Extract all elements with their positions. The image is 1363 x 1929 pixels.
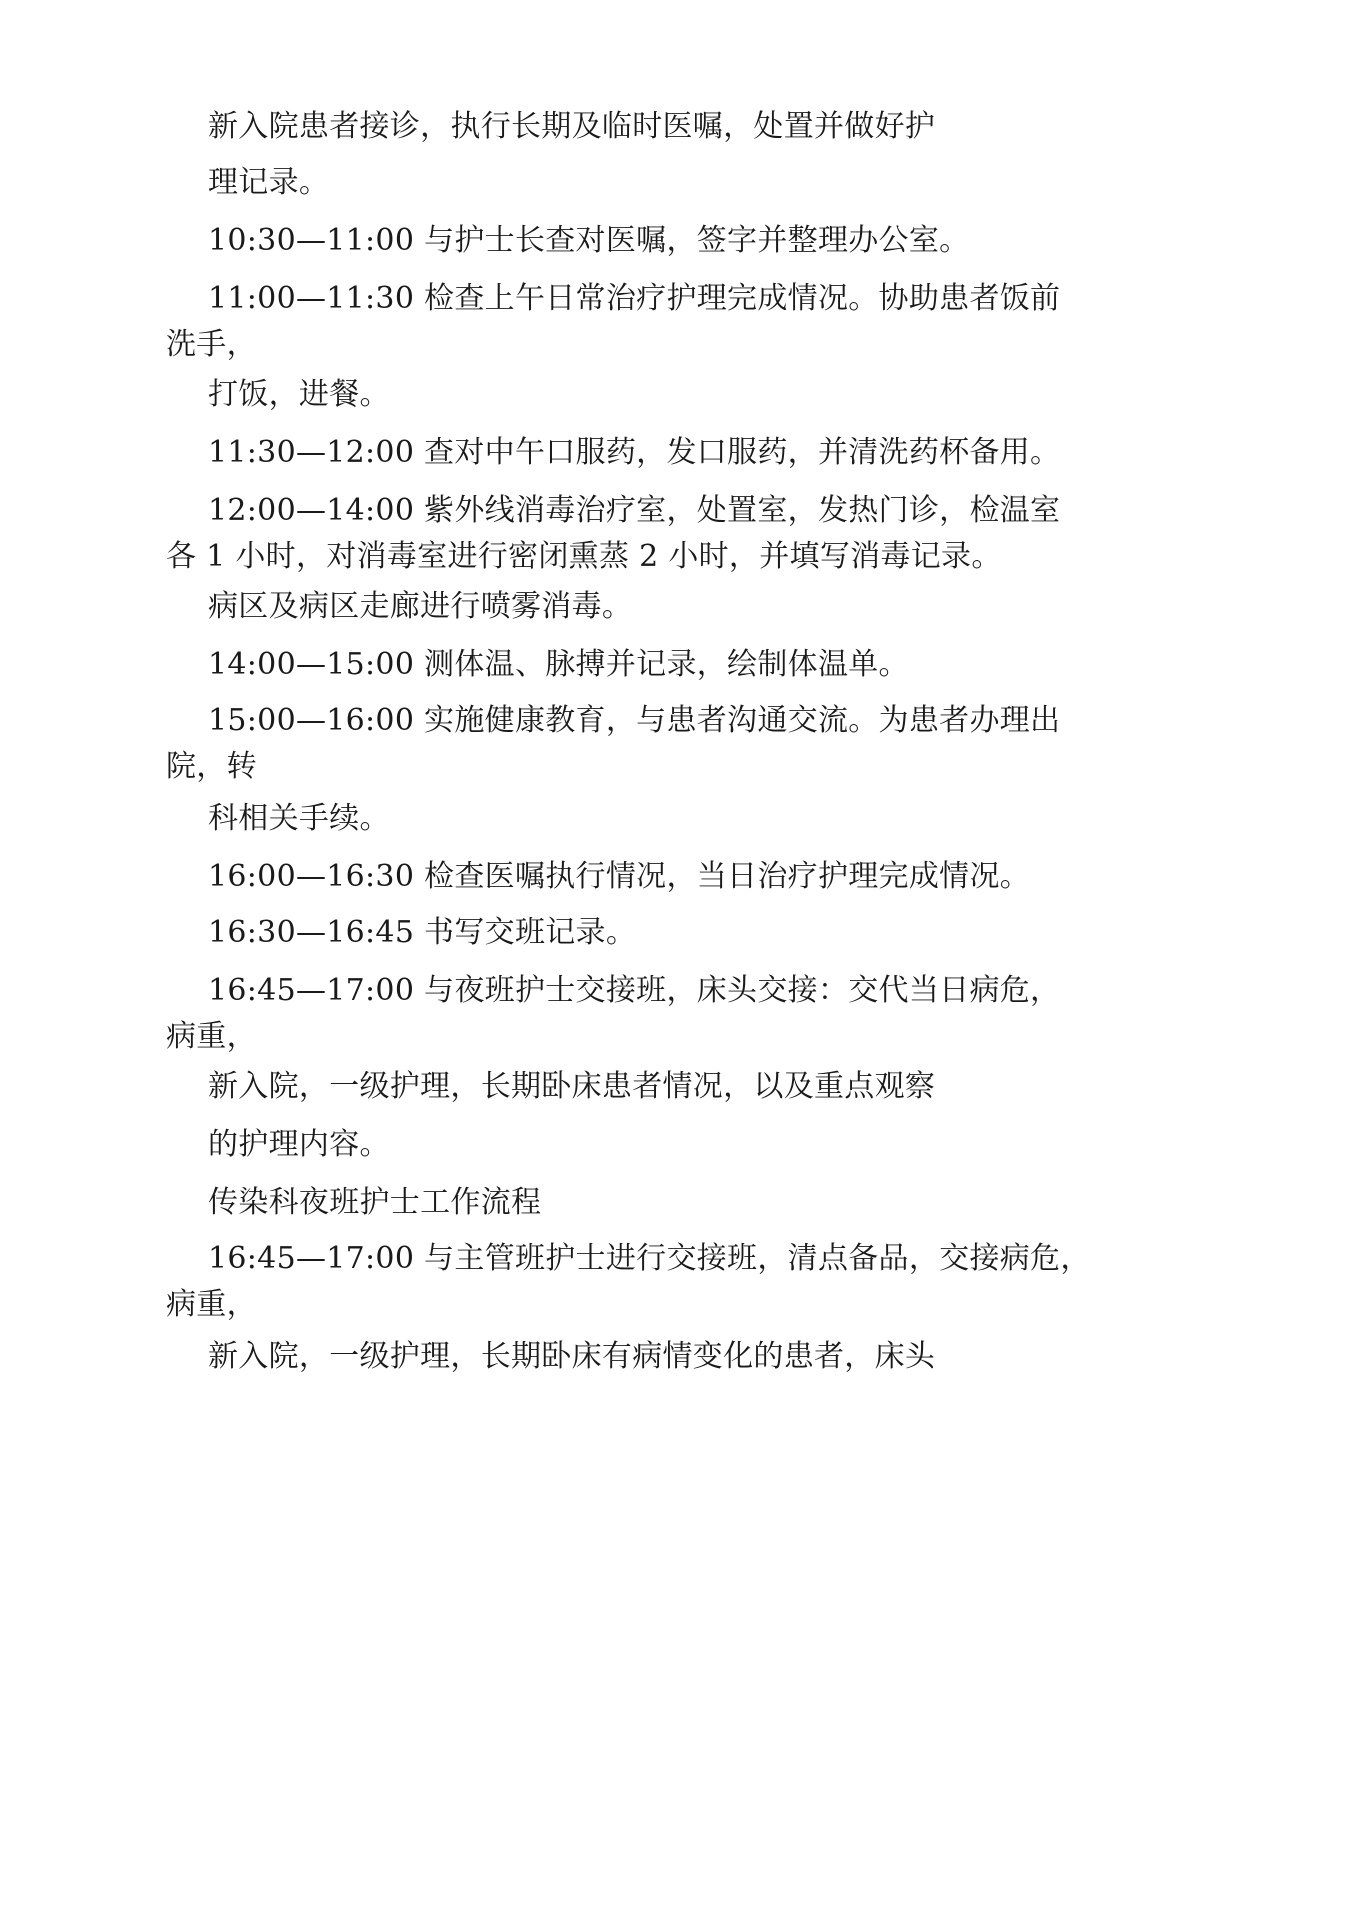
section-heading [208, 1180, 1168, 1226]
paragraph-line: 新入院，一级护理，长期卧床有病情变化的患者，床头 [208, 1339, 936, 1374]
paragraph-7 [166, 488, 1168, 580]
paragraph-line: 的护理内容。 [208, 1127, 390, 1162]
paragraph-line: 病重， [166, 1019, 257, 1054]
paragraph-line: 新入院患者接诊，执行长期及临时医嘱，处置并做好护 [208, 109, 936, 144]
paragraph-4 [166, 276, 1168, 368]
paragraph-6 [208, 430, 1168, 476]
paragraph-8 [208, 584, 1168, 630]
paragraph-line: 理记录。 [208, 165, 330, 200]
paragraph-line: 12:00—14:00 紫外线消毒治疗室，处置室，发热门诊，检温室 [208, 493, 1061, 528]
paragraph-line: 病区及病区走廊进行喷雾消毒。 [208, 589, 633, 624]
paragraph-line: 新入院，一级护理，长期卧床患者情况，以及重点观察 [208, 1069, 936, 1104]
paragraph-line: 洗手， [166, 327, 257, 362]
paragraph-18 [166, 1236, 1168, 1328]
paragraph-line: 16:00—16:30 检查医嘱执行情况，当日治疗护理完成情况。 [208, 859, 1031, 894]
paragraph-line: 10:30—11:00 与护士长查对医嘱，签字并整理办公室。 [208, 223, 970, 258]
paragraph-line: 病重， [166, 1287, 257, 1322]
paragraph-2 [208, 160, 1168, 206]
paragraph-14 [166, 968, 1168, 1060]
paragraph-9 [208, 642, 1168, 688]
paragraph-11 [208, 796, 1168, 842]
paragraph-5 [208, 372, 1168, 418]
paragraph-10 [166, 698, 1168, 790]
paragraph-line: 14:00—15:00 测体温、脉搏并记录，绘制体温单。 [208, 647, 909, 682]
paragraph-16 [208, 1122, 1168, 1168]
paragraph-13 [208, 910, 1168, 956]
paragraph-15 [208, 1064, 1168, 1110]
paragraph-line: 院，转 [166, 749, 257, 784]
paragraph-line: 11:00—11:30 检查上午日常治疗护理完成情况。协助患者饭前 [208, 281, 1061, 316]
paragraph-line: 传染科夜班护士工作流程 [208, 1185, 542, 1220]
paragraph-12 [208, 854, 1168, 900]
paragraph-line: 科相关手续。 [208, 801, 390, 836]
paragraph-19 [208, 1334, 1168, 1380]
paragraph-line: 16:45—17:00 与主管班护士进行交接班，清点备品，交接病危， [208, 1241, 1091, 1276]
paragraph-1 [208, 104, 1168, 150]
paragraph-line: 各 1 小时，对消毒室进行密闭熏蒸 2 小时，并填写消毒记录。 [166, 539, 1002, 574]
paragraph-line: 16:45—17:00 与夜班护士交接班，床头交接：交代当日病危， [208, 973, 1061, 1008]
paragraph-line: 11:30—12:00 查对中午口服药，发口服药，并清洗药杯备用。 [208, 435, 1061, 470]
paragraph-line: 打饭，进餐。 [208, 377, 390, 412]
paragraph-line: 15:00—16:00 实施健康教育，与患者沟通交流。为患者办理出 [208, 703, 1061, 738]
paragraph-3 [208, 218, 1168, 264]
paragraph-line: 16:30—16:45 书写交班记录。 [208, 915, 637, 950]
